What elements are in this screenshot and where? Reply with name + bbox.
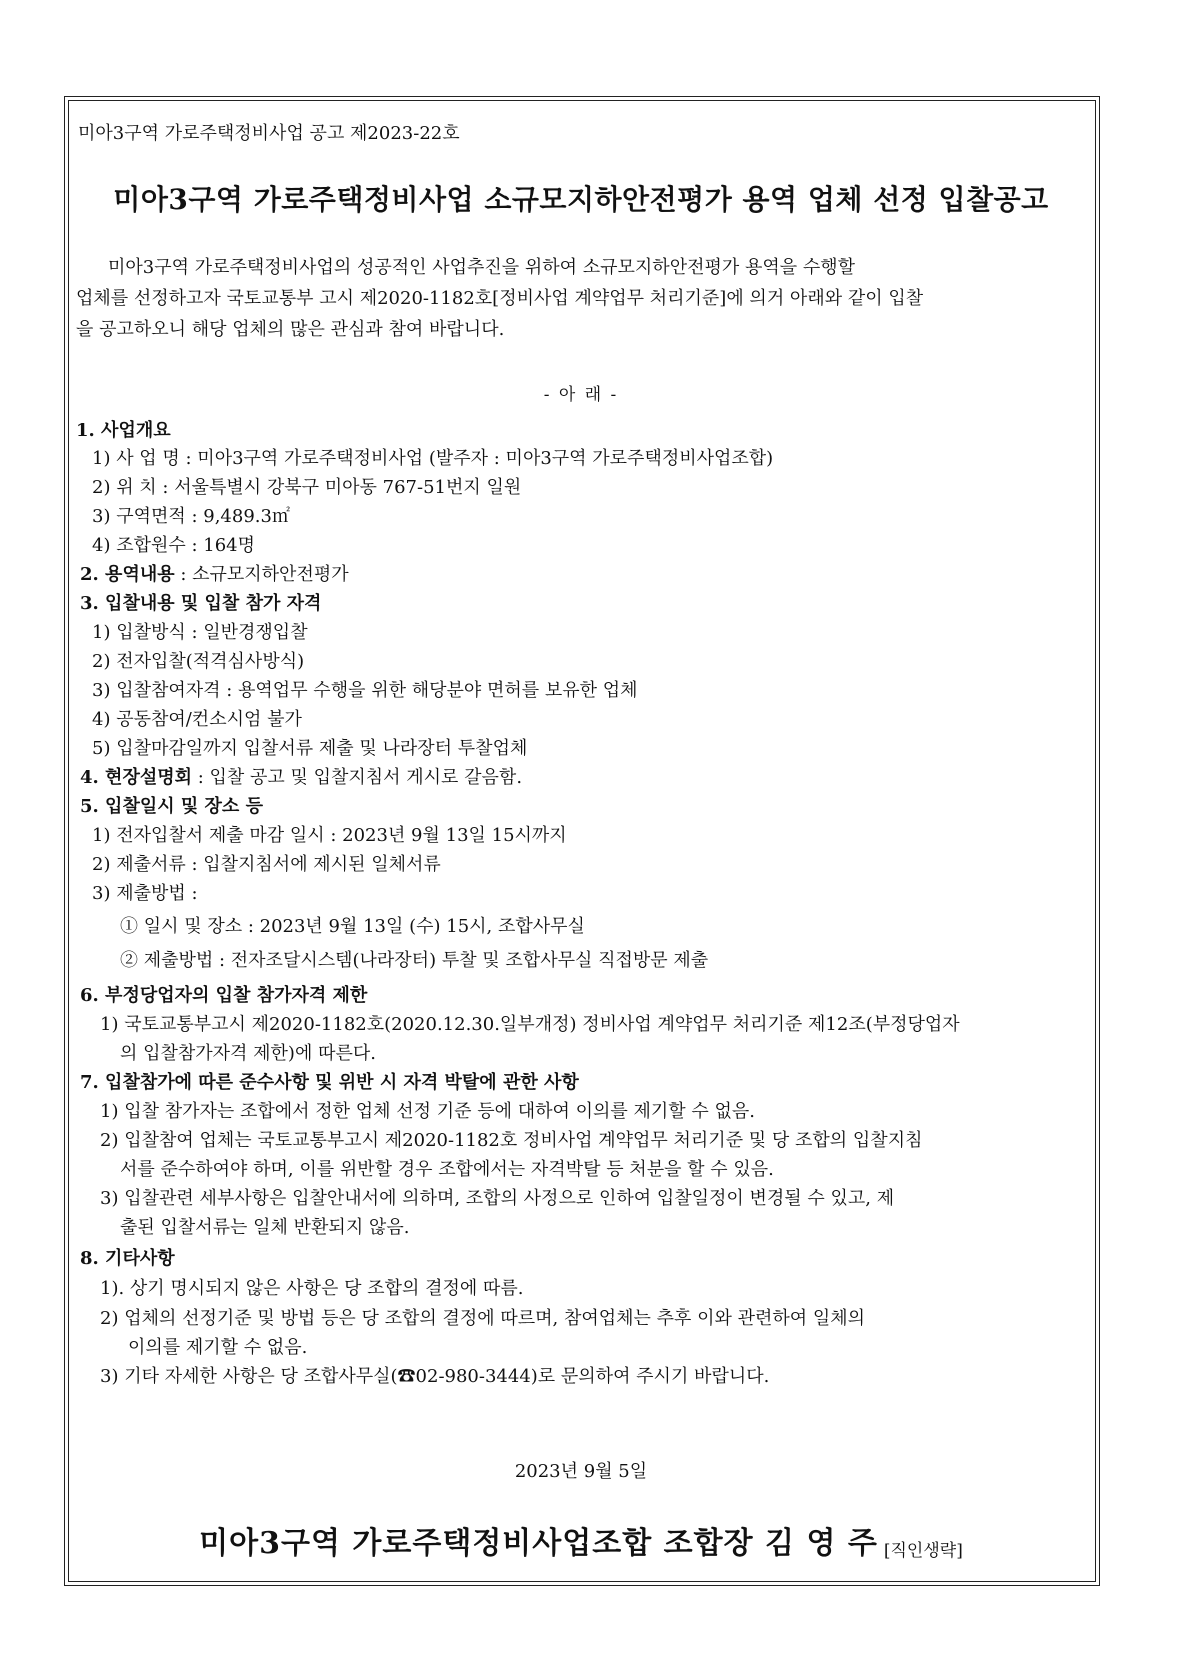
notice-title: 미아3구역 가로주택정비사업 소규모지하안전평가 용역 업체 선정 입찰공고	[113, 183, 1049, 216]
section-3-item: 1) 입찰방식 : 일반경쟁입찰	[92, 622, 308, 643]
section-3-item: 3) 입찰참여자격 : 용역업무 수행을 위한 해당분야 면허를 보유한 업체	[92, 680, 638, 701]
section-7-line: 3) 입찰관련 세부사항은 입찰안내서에 의하며, 조합의 사정으로 인하여 입찰일정이 변경될 수 있고, 제	[100, 1188, 895, 1209]
section-6-line: 1) 국토교통부고시 제2020-1182호(2020.12.30.일부개정) 정비사업 계약업무 처리기준 제12조(부정당업자	[100, 1014, 960, 1035]
section-4	[80, 763, 522, 789]
notice-document	[68, 100, 1094, 1580]
section-5-subitem: ② 제출방법 : 전자조달시스템(나라장터) 투찰 및 조합사무실 직접방문 제출	[120, 950, 709, 971]
intro-line: 업체를 선정하고자 국토교통부 고시 제2020-1182호[정비사업 계약업무 처리기준]에 의거 아래와 같이 입찰	[76, 288, 924, 309]
section-1-item: 4) 조합원수 : 164명	[92, 535, 256, 556]
section-1-item: 2) 위 치 : 서울특별시 강북구 미아동 767-51번지 일원	[92, 477, 522, 498]
section-1-heading: 1. 사업개요	[76, 420, 171, 441]
section-5-heading: 5. 입찰일시 및 장소 등	[80, 796, 263, 817]
section-3-item: 4) 공동참여/컨소시엄 불가	[92, 709, 302, 730]
section-7-line: 서를 준수하여야 하며, 이를 위반할 경우 조합에서는 자격박탈 등 처분을 할 수 있음.	[120, 1159, 774, 1180]
section-6-heading: 6. 부정당업자의 입찰 참가자격 제한	[80, 985, 368, 1006]
section-4-heading: 4. 현장설명회	[80, 767, 192, 788]
section-3-heading: 3. 입찰내용 및 입찰 참가 자격	[80, 593, 322, 614]
section-8-line: 3) 기타 자세한 사항은 당 조합사무실(☎02-980-3444)로 문의하여 주시기 바랍니다.	[100, 1366, 770, 1387]
section-4-text: : 입찰 공고 및 입찰지침서 게시로 갈음함.	[192, 767, 523, 788]
intro-paragraph	[76, 252, 1086, 345]
separator-label: - 아 래 -	[543, 385, 619, 405]
section-7-line: 2) 입찰참여 업체는 국토교통부고시 제2020-1182호 정비사업 계약업무 처리기준 및 당 조합의 입찰지침	[100, 1130, 923, 1151]
section-8-line: 1). 상기 명시되지 않은 사항은 당 조합의 결정에 따름.	[100, 1278, 524, 1299]
notice-date: 2023년 9월 5일	[514, 1461, 648, 1482]
section-5-item: 3) 제출방법 :	[92, 883, 198, 904]
signature-block	[68, 1518, 1094, 1562]
section-3-item: 5) 입찰마감일까지 입찰서류 제출 및 나라장터 투찰업체	[92, 738, 528, 759]
intro-line: 을 공고하오니 해당 업체의 많은 관심과 참여 바랍니다.	[76, 319, 505, 340]
notice-number: 미아3구역 가로주택정비사업 공고 제2023-22호	[78, 123, 460, 144]
section-6-line: 의 입찰참가자격 제한)에 따른다.	[120, 1043, 376, 1064]
signature-text: 미아3구역 가로주택정비사업조합 조합장 김 영 주	[199, 1526, 878, 1561]
section-2-text: : 소규모지하안전평가	[174, 564, 349, 585]
section-5-item: 2) 제출서류 : 입찰지침서에 제시된 일체서류	[92, 854, 441, 875]
section-7-line: 출된 입찰서류는 일체 반환되지 않음.	[120, 1217, 410, 1238]
section-7-heading: 7. 입찰참가에 따른 준수사항 및 위반 시 자격 박탈에 관한 사항	[80, 1072, 579, 1093]
section-8-line: 이의를 제기할 수 없음.	[128, 1337, 308, 1358]
section-8-line: 2) 업체의 선정기준 및 방법 등은 당 조합의 결정에 따르며, 참여업체는 추후 이와 관련하여 일체의	[100, 1308, 866, 1329]
section-1-item: 3) 구역면적 : 9,489.3㎡	[92, 506, 290, 527]
seal-omitted-note: [직인생략]	[883, 1541, 963, 1561]
section-5-item: 1) 전자입찰서 제출 마감 일시 : 2023년 9월 13일 15시까지	[92, 825, 567, 846]
section-1-item: 1) 사 업 명 : 미아3구역 가로주택정비사업 (발주자 : 미아3구역 가로주택정비사업조합)	[92, 448, 774, 469]
intro-line: 미아3구역 가로주택정비사업의 성공적인 사업추진을 위하여 소규모지하안전평가 용역을 수행할	[108, 257, 856, 278]
section-3-item: 2) 전자입찰(적격심사방식)	[92, 651, 305, 672]
section-8-heading: 8. 기타사항	[80, 1248, 175, 1269]
section-7-line: 1) 입찰 참가자는 조합에서 정한 업체 선정 기준 등에 대하여 이의를 제기할 수 없음.	[100, 1101, 755, 1122]
section-5-subitem: ① 일시 및 장소 : 2023년 9월 13일 (수) 15시, 조합사무실	[120, 916, 585, 937]
section-2	[80, 560, 349, 586]
section-2-heading: 2. 용역내용	[80, 564, 175, 585]
